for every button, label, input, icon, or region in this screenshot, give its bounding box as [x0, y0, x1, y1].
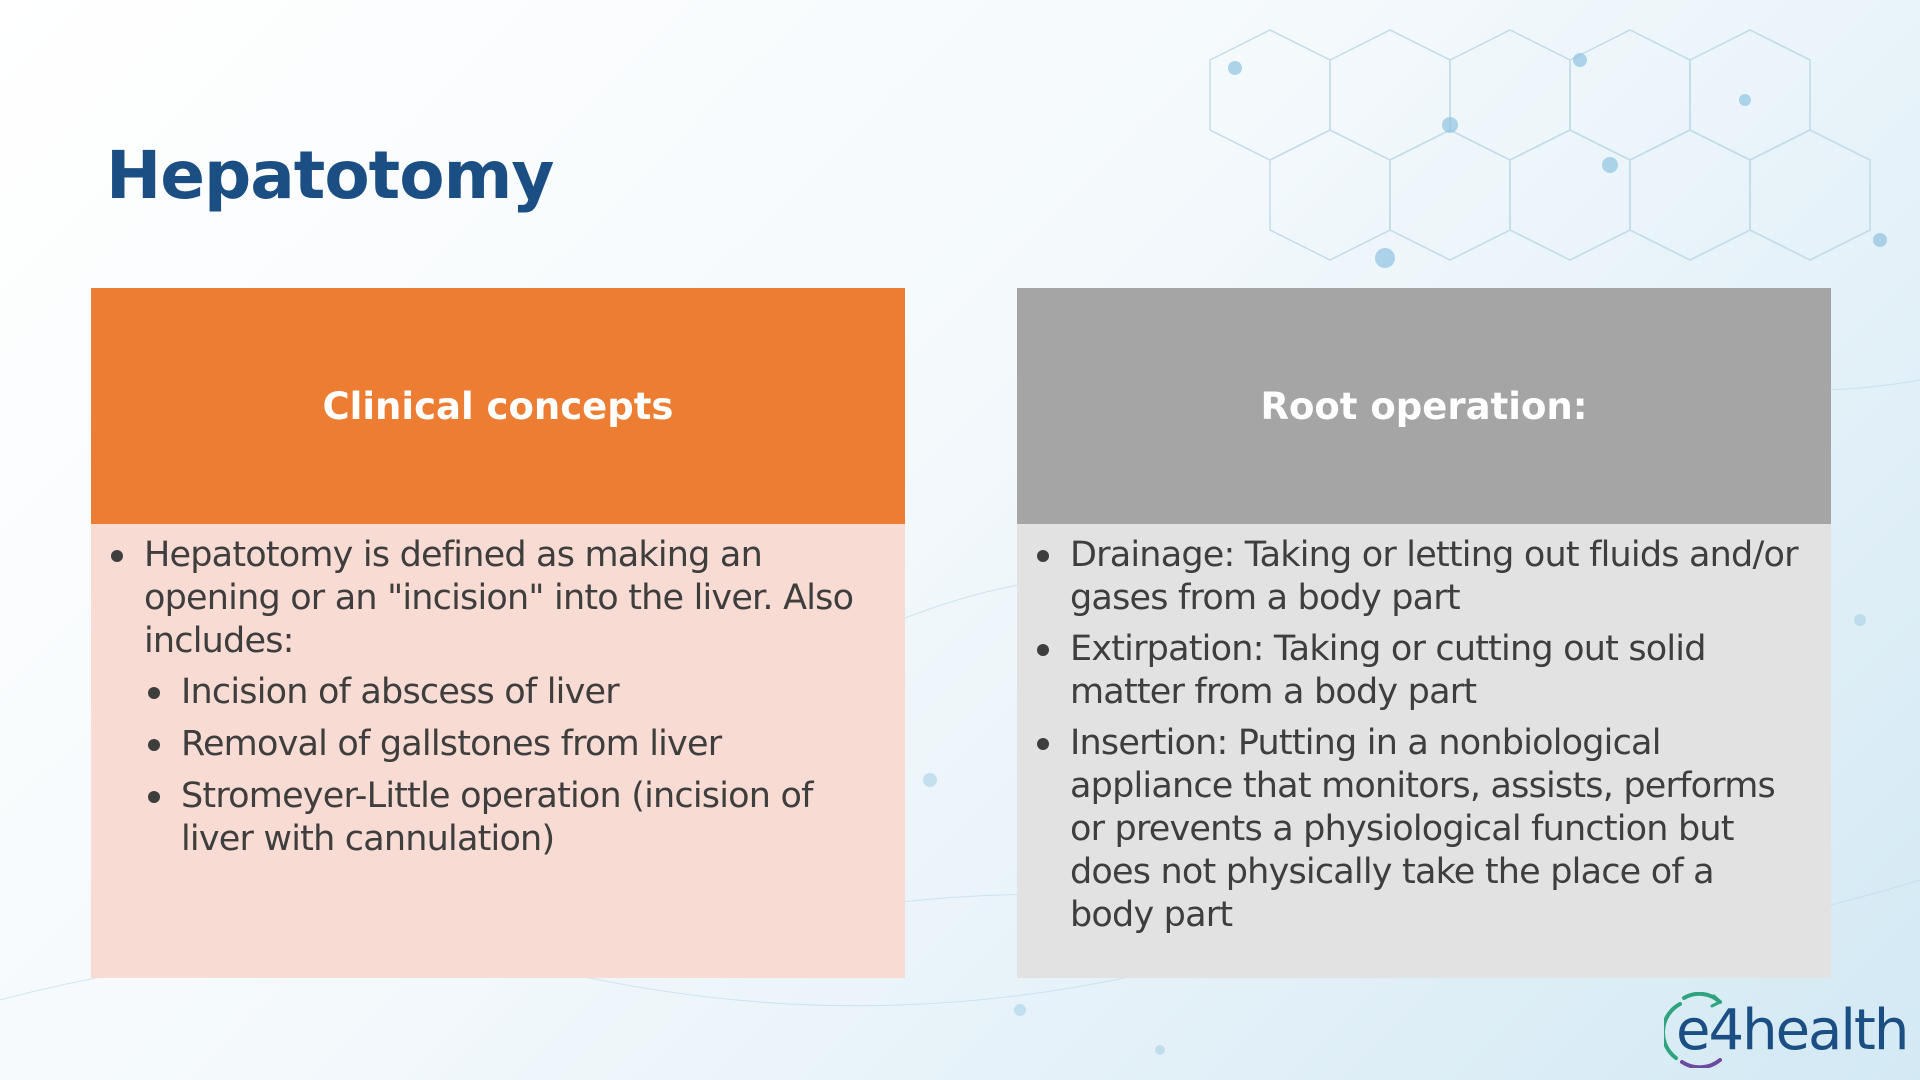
sub-list-item: Incision of abscess of liver [144, 671, 881, 714]
list-item: Drainage: Taking or letting out fluids and/or gases from a body part [1033, 534, 1807, 620]
list-item [107, 534, 881, 861]
root-operation-header: Root operation: [1017, 288, 1831, 524]
clinical-concepts-body [91, 524, 905, 978]
sub-list-item: Stromeyer-Little operation (incision of liver with cannulation) [144, 775, 881, 861]
root-operation-body [1017, 524, 1831, 978]
root-operation-list [1033, 534, 1807, 937]
list-item: Insertion: Putting in a nonbiological appliance that monitors, assists, performs or prevents a physiological function but does not physically take the place of a body part [1033, 722, 1807, 937]
clinical-concepts-header: Clinical concepts [91, 288, 905, 524]
list-item: Extirpation: Taking or cutting out solid matter from a body part [1033, 628, 1807, 714]
logo-text: e4health [1676, 997, 1908, 1063]
sub-list [144, 671, 881, 861]
bullet-text: Hepatotomy is defined as making an opening or an "incision" into the liver. Also includes: [144, 535, 854, 661]
slide-title: Hepatotomy [106, 137, 554, 214]
root-operation-panel [1017, 288, 1831, 978]
sub-list-item: Removal of gallstones from liver [144, 723, 881, 766]
clinical-concepts-list [107, 534, 881, 861]
e4health-logo [1664, 990, 1907, 1070]
clinical-concepts-panel [91, 288, 905, 978]
